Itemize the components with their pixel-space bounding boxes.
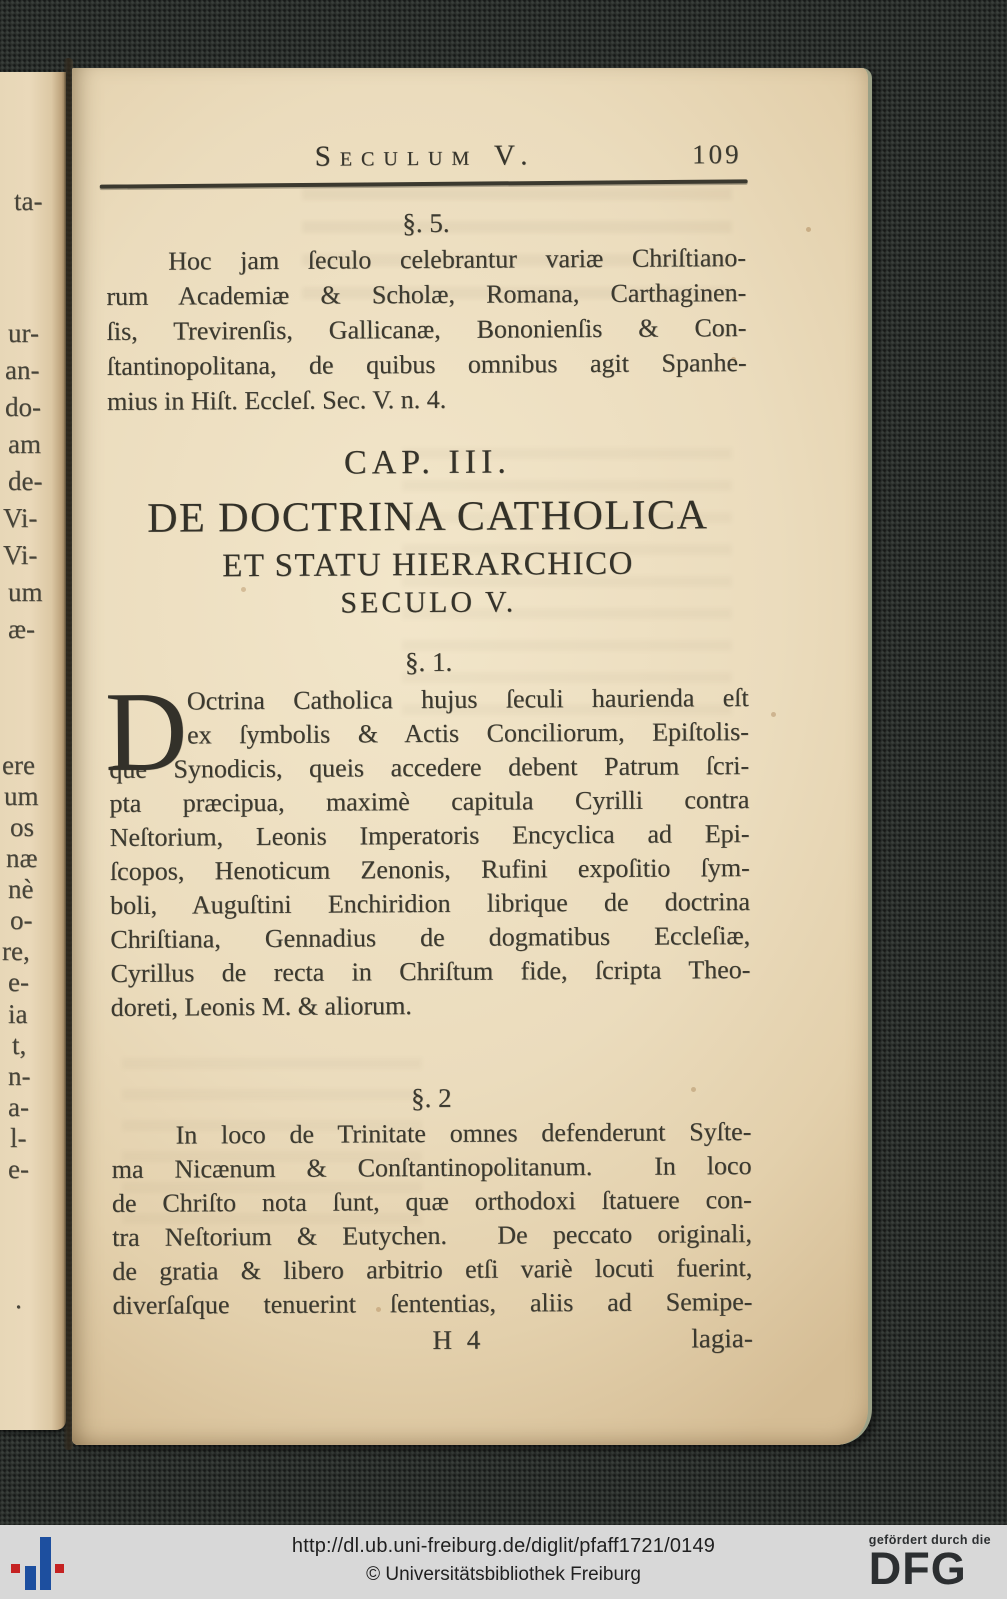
left-page-fragment: a- bbox=[8, 1092, 29, 1122]
text-line bbox=[110, 817, 750, 855]
chapter-title-line-2: ET STATU HIERARCHICO bbox=[222, 545, 635, 585]
text-line-content: que Synodicis, queis accedere debent Patrum ſcri- bbox=[109, 751, 750, 784]
text-line-content: In loco de Trinitate omnes defenderunt Syſte- bbox=[175, 1117, 752, 1150]
text-line bbox=[107, 380, 747, 419]
logo-blue-bar-tall bbox=[40, 1537, 51, 1590]
left-page-fragment: e- bbox=[8, 1154, 29, 1184]
left-page-fragment: Vi- bbox=[3, 540, 38, 570]
text-line bbox=[106, 275, 746, 314]
text-line bbox=[110, 953, 750, 991]
text-line bbox=[112, 1251, 752, 1289]
left-page-fragment: um bbox=[8, 577, 43, 607]
left-page-fragment: e- bbox=[8, 967, 29, 997]
section-5-paragraph bbox=[106, 240, 747, 419]
left-page-fragment: ta- bbox=[14, 186, 43, 216]
text-line bbox=[107, 345, 747, 384]
text-line-content: ſtantinopolitana, de quibus omnibus agit Spanhe- bbox=[106, 348, 747, 381]
text-line bbox=[109, 783, 749, 821]
text-line-content: pta præcipua, maximè capitula Cyrilli contra bbox=[109, 785, 750, 818]
text-line-content: ex ſymbolis & Actis Conciliorum, Epiſtolis- bbox=[186, 717, 749, 750]
page-text-column bbox=[105, 66, 753, 1361]
source-url: http://dl.ub.uni-freiburg.de/diglit/pfaff1721/0149 bbox=[291, 1535, 716, 1557]
chapter-title-line-3: SECULO V. bbox=[340, 585, 517, 620]
text-line-content: mius in Hiſt. Eccleſ. Sec. V. n. 4. bbox=[106, 384, 447, 416]
chapter-title-line-1: DE DOCTRINA CATHOLICA bbox=[147, 492, 709, 542]
text-line bbox=[106, 310, 746, 349]
left-page-fragment: nè bbox=[8, 874, 34, 904]
text-line-content: Octrina Catholica hujus ſeculi haurienda eſt bbox=[186, 683, 749, 716]
section-1-label: §. 1. bbox=[404, 646, 453, 678]
footer-bar bbox=[0, 1525, 1007, 1599]
source-attribution bbox=[292, 1534, 715, 1586]
text-line-content: Cyrillus de recta in Chriſtum fide, ſcripta Theo- bbox=[110, 955, 751, 988]
section-1-dropcap-lines bbox=[187, 681, 749, 752]
section-1-body-lines bbox=[109, 749, 751, 1025]
section-5-label: §. 5. bbox=[402, 207, 450, 239]
left-page-fragment: æ- bbox=[8, 614, 35, 644]
running-header bbox=[105, 136, 745, 176]
left-page-fragment: am bbox=[8, 429, 41, 459]
signature-mark: H 4 bbox=[432, 1324, 485, 1355]
text-line-content: de gratia & libero arbitrio etſi variè locuti fuerint, bbox=[112, 1253, 753, 1286]
chapter-heading: CAP. III. bbox=[343, 443, 511, 482]
logo-blue-bar-short bbox=[25, 1566, 36, 1590]
text-line-content: Neſtorium, Leonis Imperatoris Encyclica ad Epi- bbox=[109, 819, 750, 852]
text-line-content: ma Nicænum & Conſtantinopolitanum. In loco bbox=[111, 1151, 752, 1184]
left-page-fragments bbox=[0, 0, 66, 1599]
left-page-fragment: de- bbox=[8, 466, 43, 496]
text-line-content: tra Neſtorium & Eutychen. De peccato originali, bbox=[112, 1219, 753, 1252]
text-line bbox=[187, 681, 749, 718]
left-page-fragment: ur- bbox=[8, 318, 39, 348]
section-1-paragraph bbox=[104, 667, 751, 1025]
text-line-content: doreti, Leonis M. & aliorum. bbox=[110, 991, 412, 1022]
left-page-fragment: an- bbox=[5, 355, 40, 385]
text-line bbox=[110, 851, 750, 889]
left-page-fragment: do- bbox=[5, 392, 41, 422]
dfg-logo bbox=[868, 1533, 991, 1594]
text-line bbox=[110, 919, 750, 957]
ub-freiburg-logo-icon bbox=[10, 1537, 90, 1593]
text-line-content: rum Academiæ & Scholæ, Romana, Carthaginen- bbox=[106, 278, 747, 311]
text-line bbox=[106, 240, 746, 279]
left-page-fragment: l- bbox=[10, 1123, 27, 1153]
drop-cap: D bbox=[104, 667, 188, 795]
text-line bbox=[111, 1115, 751, 1153]
catchword: lagia- bbox=[691, 1323, 753, 1354]
logo-red-square-left bbox=[11, 1564, 20, 1573]
page-number: 109 bbox=[691, 139, 742, 170]
text-line bbox=[187, 715, 749, 752]
text-line-content: boli, Auguſtini Enchiridion librique de doctrina bbox=[110, 887, 751, 920]
left-page-fragment: um bbox=[4, 781, 39, 811]
signature-line bbox=[113, 1321, 753, 1361]
text-line-content: ſcopos, Henoticum Zenonis, Rufini expoſitio ſym- bbox=[109, 853, 750, 886]
left-page-fragment: n- bbox=[8, 1061, 31, 1091]
running-title: Seculum V. bbox=[314, 139, 537, 173]
paper-stain-specks bbox=[72, 68, 75, 71]
left-page-fragment: o- bbox=[10, 905, 33, 935]
text-line-content: Hoc jam ſeculo celebrantur variæ Chriſtiano- bbox=[168, 243, 747, 276]
text-line-content: diverſaſque tenuerint ſententias, aliis ad Semipe- bbox=[112, 1287, 753, 1320]
text-line bbox=[112, 1217, 752, 1255]
section-2-label: §. 2 bbox=[410, 1082, 452, 1114]
dfg-tagline: gefördert durch die bbox=[868, 1533, 991, 1547]
book-page bbox=[72, 68, 872, 1445]
left-page-fragment: næ bbox=[6, 843, 38, 873]
text-line-content: Chriſtiana, Gennadius de dogmatibus Eccleſiæ, bbox=[110, 921, 751, 954]
copyright-line: © Universitätsbibliothek Freiburg bbox=[366, 1564, 641, 1585]
text-line-content: de Chriſto nota ſunt, quæ orthodoxi ſtatuere con- bbox=[111, 1185, 752, 1218]
header-rule bbox=[100, 179, 748, 188]
section-2-paragraph bbox=[111, 1115, 752, 1323]
left-page-fragment: ia bbox=[8, 999, 28, 1029]
text-line bbox=[112, 1183, 752, 1221]
text-line bbox=[112, 1149, 752, 1187]
left-page-fragment: · bbox=[14, 1292, 23, 1322]
text-line bbox=[111, 987, 751, 1025]
text-line bbox=[109, 749, 749, 787]
left-page-fragment: re, bbox=[2, 936, 30, 966]
left-page-fragment: os bbox=[10, 812, 35, 842]
text-line bbox=[110, 885, 750, 923]
left-page-fragment: ere bbox=[2, 750, 35, 780]
dfg-logo-text: DFG bbox=[868, 1543, 967, 1594]
text-line-content: ſis, Trevirenſis, Gallicanæ, Bononienſis & Con- bbox=[106, 313, 747, 346]
left-page-fragment: Vi- bbox=[3, 503, 38, 533]
text-line bbox=[112, 1285, 752, 1323]
left-page-fragment: t, bbox=[12, 1030, 27, 1060]
logo-red-square-right bbox=[55, 1564, 64, 1573]
